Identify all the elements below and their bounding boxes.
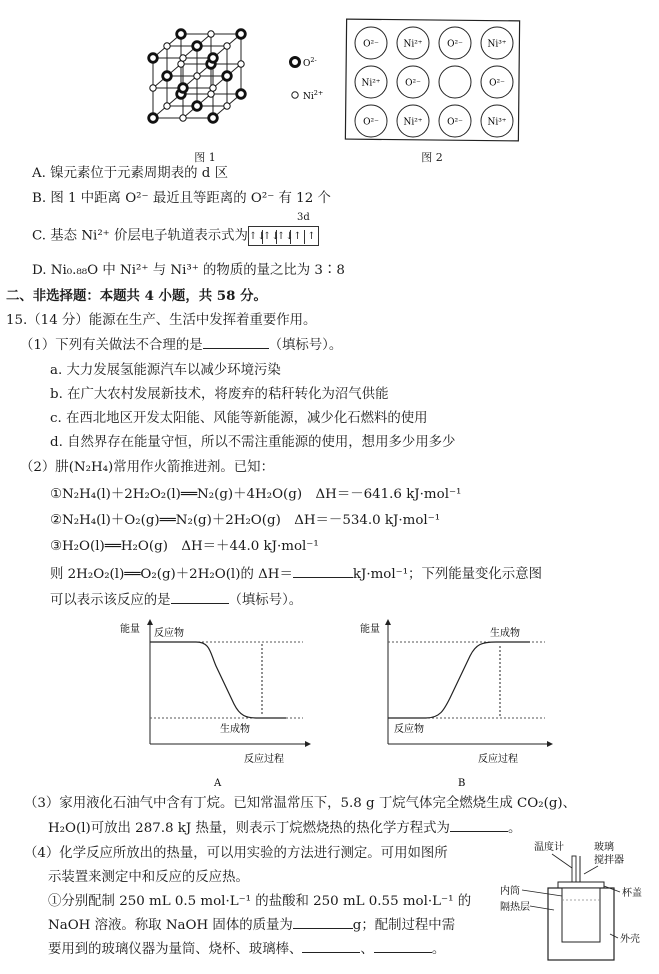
orbital-box: ↑ — [291, 230, 305, 244]
ion-label: O²⁻ — [447, 117, 463, 128]
legend-ni-label: $Ni^{2+}$ — [303, 89, 324, 102]
answer-blank[interactable] — [293, 928, 353, 929]
nickel-ion — [208, 31, 214, 37]
oxide-ion — [193, 42, 202, 51]
nickel-ion — [224, 43, 230, 49]
ion-label: Ni²⁺ — [403, 39, 423, 50]
q15-part4-line5 — [48, 941, 445, 959]
choice-c: c. 在西北地区开发太阳能、风能等新能源，减少化石燃料的使用 — [50, 411, 428, 426]
thermometer-label: 温度计 — [534, 842, 564, 853]
q15-part1-text: （1）下列有关做法不合理的是 — [20, 338, 203, 353]
orbital-box: ↑ — [307, 231, 316, 242]
option-d: D. Ni₀.₈₈O 中 Ni²⁺ 与 Ni³⁺ 的物质的量之比为 3∶8 — [32, 263, 345, 278]
ion-label: O²⁻ — [405, 78, 421, 89]
ion-label: Ni³⁺ — [487, 117, 507, 128]
calorimeter-figure — [500, 838, 655, 966]
choice-b: b. 在广大农村发展新技术，将废弃的秸秆转化为沼气供能 — [50, 387, 389, 402]
choice-d: d. 自然界存在能量守恒，所以不需注重能源的使用，想用多少用多少 — [50, 435, 456, 450]
answer-blank[interactable] — [293, 577, 353, 578]
q15-part4-line1: （4）化学反应所放出的热量，可以用实验的方法进行测定。可用如图所 — [24, 846, 448, 861]
nickel-ion — [208, 91, 214, 97]
choice-a: a. 大力发展氢能源汽车以减少环境污染 — [50, 363, 281, 378]
equation-1: ①N₂H₄(l)＋2H₂O₂(l)══N₂(g)＋4H₂O(g) ΔH＝－641.6 kJ·mol⁻¹ — [50, 487, 462, 502]
equation-2: ②N₂H₄(l)＋O₂(g)══N₂(g)＋2H₂O(g) ΔH＝－534.0 kJ·mol⁻¹ — [50, 513, 441, 528]
q15-part3-line1: （3）家用液化石油气中含有丁烷。已知常温常压下，5.8 g 丁烷气体完全燃烧生成 CO₂(g)、 — [24, 796, 577, 811]
q15-part4-text: NaOH 溶液。称取 NaOH 固体的质量为 — [48, 918, 293, 933]
q15-part2: （2）肼(N₂H₄)常用作火箭推进剂。已知： — [20, 460, 274, 475]
crystal-lattice-figure — [135, 10, 350, 150]
oxide-ion — [149, 114, 158, 123]
nio-defect-figure — [343, 17, 525, 145]
ion-label: Ni³⁺ — [487, 39, 507, 50]
option-c-text: C. 基态 Ni²⁺ 价层电子轨道表示式为 — [32, 228, 248, 244]
q15-part1 — [20, 337, 342, 355]
answer-blank[interactable] — [374, 952, 432, 953]
q15-part2-q2-tail: （填标号）。 — [228, 593, 303, 608]
q15-part2-q2-text: 可以表示该反应的是 — [50, 593, 171, 608]
orbital-diagram — [248, 226, 319, 246]
answer-blank[interactable] — [302, 952, 360, 953]
q15-part2-q-text: 则 2H₂O₂(l)══O₂(g)＋2H₂O(l)的 ΔH＝ — [50, 567, 293, 582]
energy-curve — [150, 642, 286, 718]
reactants-label: 反应物 — [394, 724, 424, 735]
products-label: 生成物 — [220, 724, 250, 735]
legend-o-marker — [291, 58, 300, 67]
oxide-ion — [149, 54, 158, 63]
option-a: A. 镍元素位于元素周期表的 d 区 — [32, 166, 228, 181]
q15-part3-text: H₂O(l)可放出 287.8 kJ 热量，则表示丁烷燃烧热的热化学方程式为 — [48, 821, 450, 836]
q15-part4-line2: 示装置来测定中和反应的反应热。 — [48, 870, 249, 885]
orbital-box: ↑↓ — [276, 231, 294, 242]
legend-o-label: $O^{2-}$ — [303, 56, 317, 69]
reactants-label: 反应物 — [154, 628, 184, 639]
energy-curve — [388, 642, 530, 718]
nickel-ion — [194, 73, 200, 79]
diagram-b-label: B — [458, 778, 466, 789]
nickel-ion — [164, 43, 170, 49]
oxide-ion — [209, 54, 218, 63]
nickel-ion — [164, 103, 170, 109]
fig2-caption: 图 2 — [421, 151, 443, 164]
nickel-ion — [180, 115, 186, 121]
vacancy-site — [439, 66, 471, 98]
q15-part4-e-sep: 、 — [360, 942, 374, 957]
ion-label: O²⁻ — [447, 39, 463, 50]
nickel-ion — [180, 55, 186, 61]
oxide-ion — [237, 90, 246, 99]
nickel-ion — [150, 85, 156, 91]
y-axis-label: 能量 — [120, 624, 140, 635]
q15-part4-e-text: 要用到的玻璃仪器为量筒、烧杯、玻璃棒、 — [48, 942, 303, 957]
x-axis-label: 反应过程 — [478, 754, 518, 765]
answer-blank[interactable] — [450, 831, 508, 832]
y-axis-label: 能量 — [360, 624, 380, 635]
orbital-label: 3d — [297, 212, 310, 223]
option-c — [32, 226, 319, 246]
q15-part4-e-end: 。 — [431, 942, 446, 957]
ion-label: Ni²⁺ — [403, 117, 423, 128]
stirrer-label-2: 搅拌器 — [594, 855, 624, 866]
x-axis-label: 反应过程 — [244, 754, 284, 765]
energy-diagram-b — [360, 614, 560, 792]
inner-cup — [562, 888, 600, 942]
oxide-ion — [237, 30, 246, 39]
q15-part2-q-tail: kJ·mol⁻¹；下列能量变化示意图 — [352, 567, 542, 582]
answer-blank[interactable] — [171, 603, 229, 604]
oxide-ion — [177, 30, 186, 39]
oxide-ion — [179, 84, 188, 93]
nickel-ion — [224, 103, 230, 109]
q15-part2-question — [50, 566, 542, 584]
nickel-ion — [178, 61, 184, 67]
q15-intro: 15.（14 分）能源在生产、生活中发挥着重要作用。 — [6, 313, 317, 328]
energy-diagram-a — [118, 614, 318, 792]
legend-ni-marker — [292, 92, 298, 98]
nickel-ion — [210, 85, 216, 91]
orbital-box: ↑↓ — [262, 231, 280, 242]
q15-part1-tail: （填标号）。 — [268, 338, 343, 353]
q15-part4-line4 — [48, 917, 455, 935]
q15-part4-tail: g；配制过程中需 — [352, 918, 456, 933]
equation-3: ③H₂O(l)══H₂O(g) ΔH＝＋44.0 kJ·mol⁻¹ — [50, 539, 319, 554]
insulation-label: 隔热层 — [500, 902, 530, 913]
shell-label: 外壳 — [620, 934, 640, 945]
option-b: B. 图 1 中距离 O²⁻ 最近且等距离的 O²⁻ 有 12 个 — [32, 191, 331, 206]
inner-cup-label: 内筒 — [500, 886, 520, 897]
oxide-ion — [163, 72, 172, 81]
q15-part4-line3: ①分别配制 250 mL 0.5 mol·L⁻¹ 的盐酸和 250 mL 0.55 mol·L⁻¹ 的 — [48, 894, 472, 909]
answer-blank[interactable] — [203, 348, 269, 349]
q15-part2-question-2 — [50, 592, 302, 610]
stirrer-label-1: 玻璃 — [594, 842, 614, 853]
nickel-ion — [238, 61, 244, 67]
orbital-box: ↑↓ — [248, 231, 266, 242]
lid-label: 杯盖 — [622, 888, 642, 899]
oxide-ion — [223, 72, 232, 81]
oxide-ion — [209, 114, 218, 123]
section-heading: 二、非选择题：本题共 4 小题，共 58 分。 — [6, 288, 267, 304]
q15-part3-line2 — [48, 820, 521, 838]
q15-part3-end: 。 — [507, 821, 522, 836]
cup-lid — [558, 882, 604, 888]
ion-label: Ni²⁺ — [361, 78, 381, 89]
products-label: 生成物 — [490, 628, 520, 639]
oxide-ion — [193, 102, 202, 111]
ion-label: O²⁻ — [489, 78, 505, 89]
ion-label: O²⁻ — [363, 117, 379, 128]
diagram-a-label: A — [214, 778, 222, 789]
fig1-caption: 图 1 — [194, 151, 216, 164]
ion-label: O²⁻ — [363, 39, 379, 50]
